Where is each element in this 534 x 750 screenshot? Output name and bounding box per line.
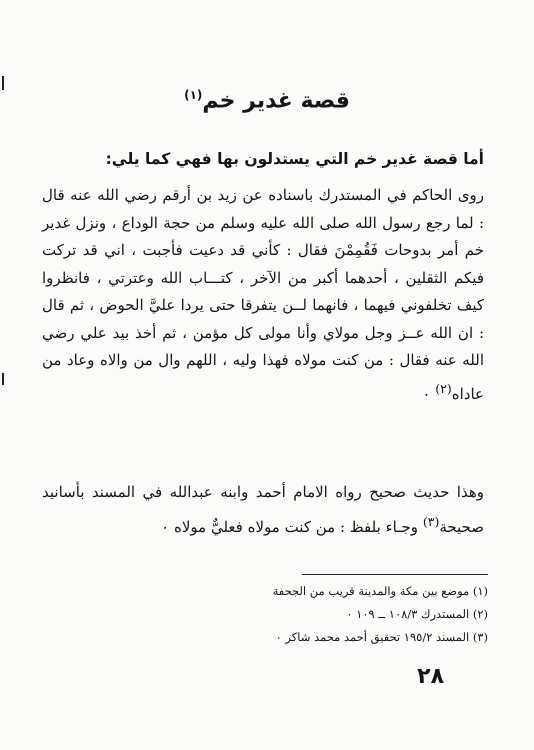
footnote-3: (٣) المسند ١٩٥/٢ تحقيق أحمد محمد شاكر ٠ [275, 630, 488, 644]
paragraph-hadith [42, 182, 484, 408]
footnote-ref-3: (٣) [422, 514, 440, 529]
title-footnote-ref: (١) [184, 88, 203, 102]
paragraph-authenticity [42, 478, 484, 542]
intro-line: أما قصة غدير خم التي يستدلون بها فهي كما يلي: [105, 150, 484, 168]
chapter-title [0, 88, 534, 113]
page-number: ٢٨ [417, 664, 444, 689]
paragraph-hadith-end: ٠ [422, 384, 436, 403]
paragraph-authenticity-text-b: وجـاء بلفظ : من كنت مولاه فعليٌّ مولاه ٠ [161, 518, 423, 536]
footnote-2: (٢) المستدرك ١٠٨/٣ ــ ١٠٩ ٠ [346, 607, 488, 621]
footnote-divider [302, 574, 488, 575]
paragraph-hadith-text: روى الحاكم في المستدرك باسناده عن زيد بن أرقم رضي الله عنه قال : لما رجع رسول الله صلى الله عليه وسلم من حجة الوداع ، ونزل غدير خم أمر بدوحات فَقُمِمْنَ فقال : كأني قد دعيت فأجبت ، اني قد تركت فيكم الثقلين ، أحدهما أكبر من الآخر ، كتـــاب الله وعترتي ، فانظروا كيف تخلفوني فيهما ، فانهما لــن يتفرقا حتى يردا عليَّ الحوض ، ثم قال : ان الله عــز وجل مولاي وأنا مولى كل مؤمن ، ثم أخذ بيد علي رضي الله عنه فقال : من كنت مولاه فهذا وليه ، اللهم وال من والاه وعاد من عاداه [42, 186, 485, 403]
margin-mark [2, 373, 4, 385]
chapter-title-text: قصة غدير خم [202, 88, 350, 114]
footnote-ref-2: (٢) [435, 380, 452, 396]
footnote-1: (١) موضع بين مكة والمدينة قريب من الجحفة [272, 584, 488, 598]
paragraph-authenticity-text-a: وهذا حديث صحيح رواه الامام أحمد وابنه عبدالله في المسند بأسانيد صحيحة [42, 483, 484, 536]
footnotes [148, 580, 488, 649]
